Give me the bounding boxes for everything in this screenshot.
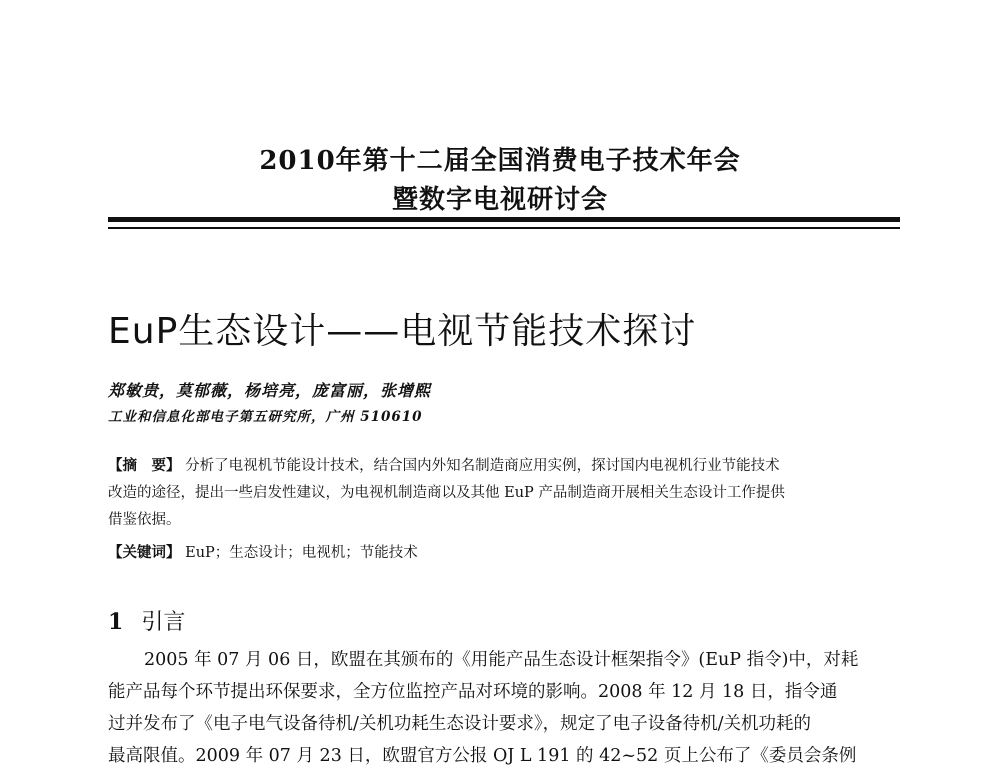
body-line: 能产品每个环节提出环保要求，全方位监控产品对环境的影响。2008 年 12 月 18 日，指令通 <box>108 682 838 702</box>
abstract-label: 【摘 要】 <box>108 457 181 474</box>
author-affiliation: 工业和信息化部电子第五研究所，广州 510610 <box>108 409 423 425</box>
section-number: 1 <box>108 609 124 635</box>
header-rule-thin <box>108 227 900 229</box>
paper-title: EuP生态设计——电视节能技术探讨 <box>108 311 697 352</box>
conference-title-line2: 暨数字电视研讨会 <box>391 185 608 215</box>
abstract-text: 分析了电视机节能设计技术，结合国内外知名制造商应用实例，探讨国内电视机行业节能技术 <box>185 458 780 474</box>
body-line: 2005 年 07 月 06 日，欧盟在其颁布的《用能产品生态设计框架指令》(EuP 指令)中，对耗 <box>144 650 859 670</box>
abstract-line: 改造的途径，提出一些启发性建议，为电视机制造商以及其他 EuP 产品制造商开展相关生态设计工作提供 <box>108 485 785 501</box>
author-list: 郑敏贵，莫郁薇，杨培亮，庞富丽，张增熙 <box>108 381 432 400</box>
section-heading <box>108 605 185 636</box>
header-rule-thick <box>108 217 900 222</box>
abstract-line <box>108 452 900 480</box>
body-line: 过并发布了《电子电气设备待机/关机功耗生态设计要求》，规定了电子设备待机/关机功耗的 <box>108 714 812 734</box>
body-line: 最高限值。2009 年 07 月 23 日，欧盟官方公报 OJ L 191 的 42~52 页上公布了《委员会条例 <box>108 746 857 766</box>
conference-title-line1: 2010年第十二届全国消费电子技术年会 <box>259 146 741 176</box>
abstract <box>108 452 900 534</box>
abstract-line: 借鉴依据。 <box>108 512 181 528</box>
keywords-label: 【关键词】 <box>108 544 181 561</box>
section-body <box>108 644 900 772</box>
section-title: 引言 <box>141 610 186 635</box>
keywords <box>108 541 418 562</box>
keywords-text: EuP；生态设计；电视机；节能技术 <box>185 545 418 561</box>
